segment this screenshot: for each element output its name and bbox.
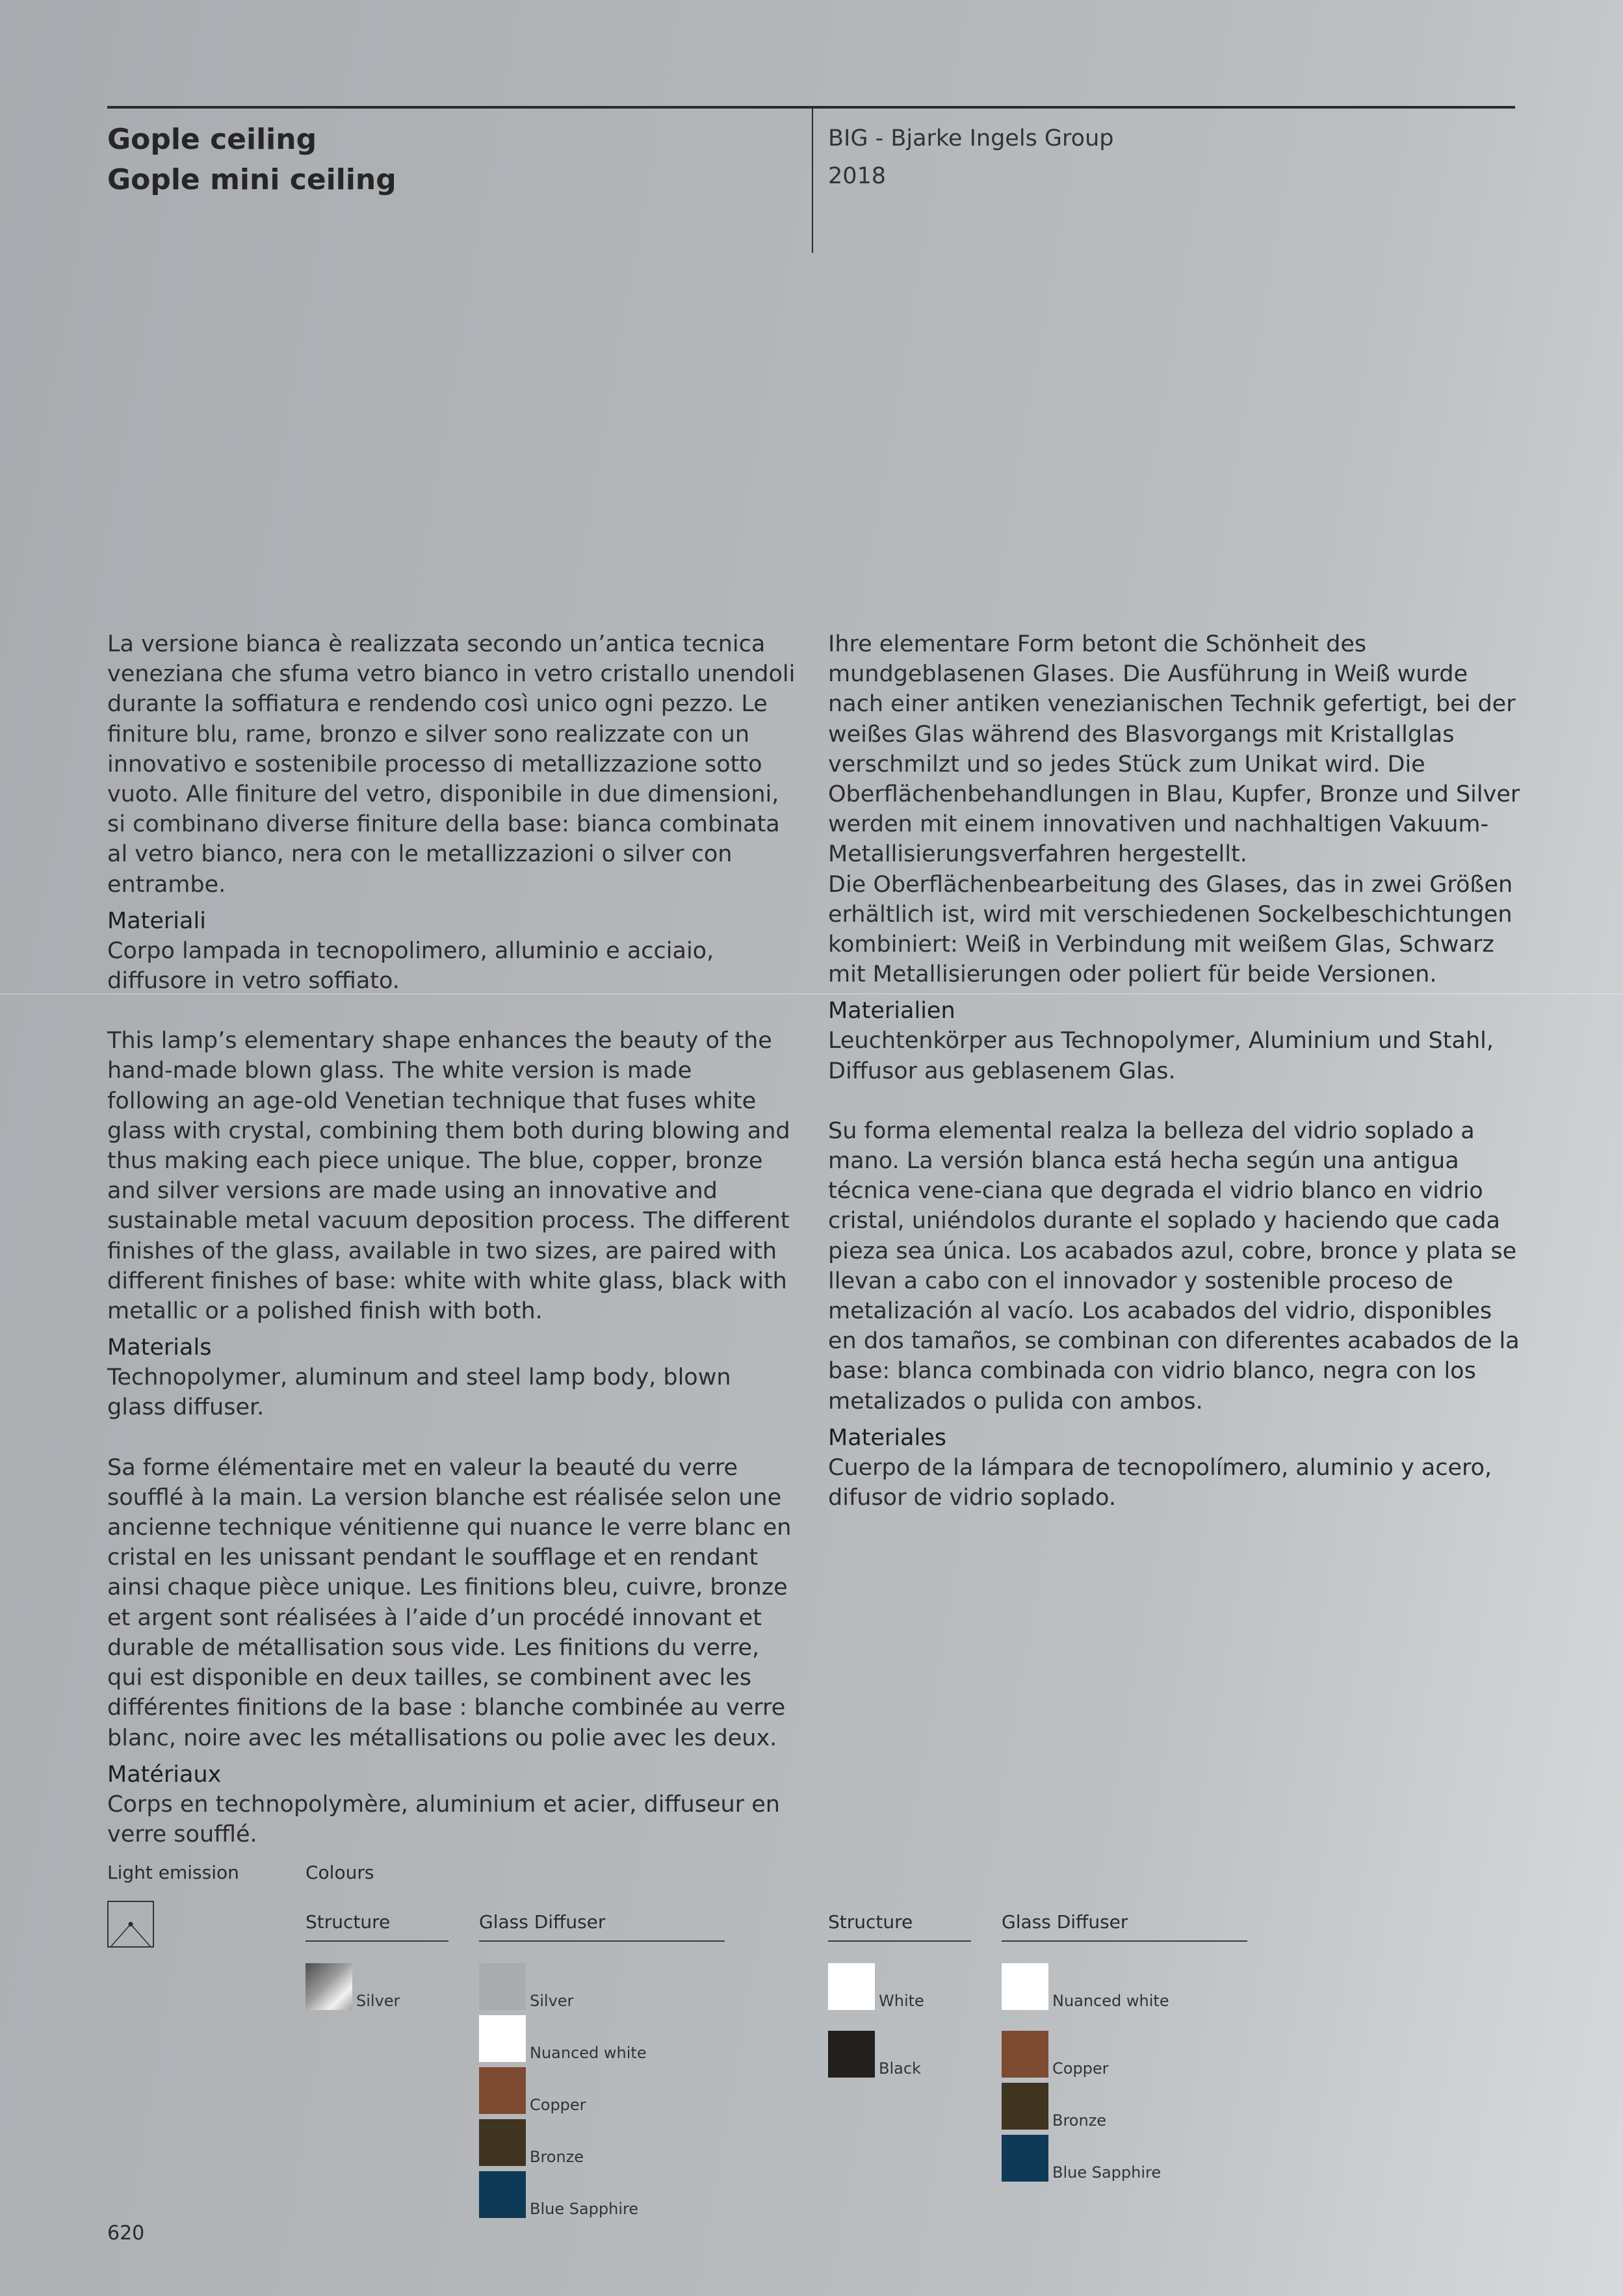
- color-swatch: [1002, 1963, 1048, 2010]
- group2-structure-heading: Structure: [828, 1911, 971, 1942]
- italian-materials: Corpo lampada in tecnopolimero, alluminio e acciaio, diffusore in vetro soffiato.: [107, 937, 714, 995]
- product-title-line1: Gople ceiling: [107, 123, 317, 156]
- swatch-label: Bronze: [1052, 2111, 1107, 2130]
- swatch-label: Silver: [530, 1992, 574, 2010]
- swatch-label: Blue Sapphire: [1052, 2163, 1162, 2182]
- color-swatch: [479, 2015, 526, 2062]
- german-body-1: Ihre elementare Form betont die Schönheit des mundgeblasenen Glases. Die Ausführung in Weiß wurde nach einer antiken venezianischen Technik gefertigt, bei der weißes Glas während des Blasvorgangs mit Kristallglas verschmilzt und so jedes Stück zum Unikat wird. Die Oberflächenbehandlungen in Blau, Kupfer, Bronze und Silver werden mit einem innovativen und nachhaltigen Vakuum-Metallisierungsverfahren hergestellt.: [828, 631, 1520, 868]
- year: 2018: [828, 163, 887, 189]
- text-column-left: [107, 629, 796, 1849]
- italian-body: La versione bianca è realizzata secondo un’antica tecnica veneziana che sfuma vetro bianco in vetro cristallo unendoli durante la soffiatura e rendendo così unico ogni pezzo. Le finiture blu, rame, bronzo e silver sono realizzate con un innovativo e sostenibile processo di metallizzazione sotto vuoto. Alle finiture del vetro, disponibile in due dimensioni, si combinano diverse finiture della base: bianca combinata al vetro bianco, nera con le metallizzazioni o silver con entrambe.: [107, 631, 796, 898]
- group1-diffuser-heading: Glass Diffuser: [479, 1911, 725, 1942]
- spanish-materials-heading: Materiales: [828, 1424, 946, 1451]
- swatch-label: Bronze: [530, 2148, 584, 2166]
- italian-materials-heading: Materiali: [107, 907, 206, 934]
- swatch-label: Nuanced white: [530, 2044, 647, 2062]
- downlight-emission-icon: [107, 1901, 154, 1948]
- color-swatch: [1002, 2135, 1048, 2182]
- color-swatch: [479, 2067, 526, 2114]
- swatch-label: Silver: [356, 1992, 400, 2010]
- color-swatch: [479, 2119, 526, 2166]
- colours-label: Colours: [305, 1862, 374, 1883]
- english-body: This lamp’s elementary shape enhances the beauty of the hand-made blown glass. The white version is made following an age-old Venetian technique that fuses white glass with crystal, combining them both during blowing and thus making each piece unique. The blue, copper, bronze and silver versions are made using an innovative and sustainable metal vacuum deposition process. The different finishes of the glass, available in two sizes, are paired with different finishes of base: white with white glass, black with metallic or a polished finish with both.: [107, 1028, 790, 1325]
- french-body: Sa forme élémentaire met en valeur la beauté du verre soufflé à la main. La version blanche est réalisée selon une ancienne technique vénitienne qui nuance le verre blanc en cristal en les unissant pendant le soufflage et en rendant ainsi chaque pièce unique. Les finitions bleu, cuivre, bronze et argent sont réalisées à l’aide d’un procédé innovant et durable de métallisation sous vide. Les finitions du verre, qui est disponible en deux tailles, se combinent avec les différentes finitions de la base : blanche combinée au verre blanc, noire avec les métallisations ou polie avec les deux.: [107, 1454, 792, 1751]
- german-materials-heading: Materialien: [828, 998, 955, 1024]
- color-swatch: [828, 1963, 875, 2010]
- light-emission-label: Light emission: [107, 1862, 239, 1883]
- group2-diffuser-heading: Glass Diffuser: [1002, 1911, 1247, 1942]
- designer: BIG - Bjarke Ingels Group: [828, 125, 1114, 151]
- color-swatch: [479, 1963, 526, 2010]
- german-body-2: Die Oberflächenbearbeitung des Glases, das in zwei Größen erhältlich ist, wird mit verschiedenen Sockelbeschichtungen kombiniert: Weiß in Verbindung mit weißem Glas, Schwarz mit Metallisierungen oder poliert für beide Versionen.: [828, 871, 1513, 988]
- swatch-label: Copper: [1052, 2059, 1109, 2078]
- swatch-label: Black: [879, 2059, 921, 2078]
- group1-structure-heading: Structure: [305, 1911, 448, 1942]
- german-materials: Leuchtenkörper aus Technopolymer, Aluminium und Stahl, Diffusor aus geblasenem Glas.: [828, 1028, 1494, 1084]
- product-title: [107, 120, 396, 200]
- english-materials: Technopolymer, aluminum and steel lamp body, blown glass diffuser.: [107, 1364, 731, 1421]
- color-swatch: [479, 2171, 526, 2218]
- spanish-body: Su forma elemental realza la belleza del vidrio soplado a mano. La versión blanca está hecha según una antigua técnica vene-ciana que degrada el vidrio blanco en vidrio cristal, uniéndolos durante el soplado y haciendo que cada pieza sea única. Los acabados azul, cobre, bronce y plata se llevan a cabo con el innovador y sostenible proceso de metalización al vacío. Los acabados del vidrio, disponibles en dos tamaños, se combinan con diferentes acabados de la base: blanca combinada con vidrio blanco, negra con los metalizados o pulida con ambos.: [828, 1117, 1520, 1415]
- header-rule: [107, 106, 1515, 109]
- swatch-label: White: [879, 1992, 924, 2010]
- product-title-line2: Gople mini ceiling: [107, 163, 396, 196]
- french-materials: Corps en technopolymère, aluminium et acier, diffuseur en verre soufflé.: [107, 1791, 780, 1847]
- page-number: 620: [107, 2222, 145, 2245]
- light-cone-icon: [109, 1902, 153, 1946]
- text-column-right: [828, 629, 1524, 1513]
- color-swatch: [828, 2031, 875, 2078]
- english-materials-heading: Materials: [107, 1335, 212, 1361]
- color-swatch: [1002, 2031, 1048, 2078]
- swatch-label: Nuanced white: [1052, 1992, 1169, 2010]
- product-meta: [828, 120, 1113, 195]
- swatch-label: Blue Sapphire: [530, 2200, 639, 2218]
- swatch-label: Copper: [530, 2096, 586, 2114]
- french-materials-heading: Matériaux: [107, 1761, 222, 1788]
- color-swatch: [305, 1963, 352, 2010]
- header-divider: [812, 107, 813, 253]
- color-swatch: [1002, 2083, 1048, 2130]
- spanish-materials: Cuerpo de la lámpara de tecnopolímero, aluminio y acero, difusor de vidrio soplado.: [828, 1454, 1492, 1511]
